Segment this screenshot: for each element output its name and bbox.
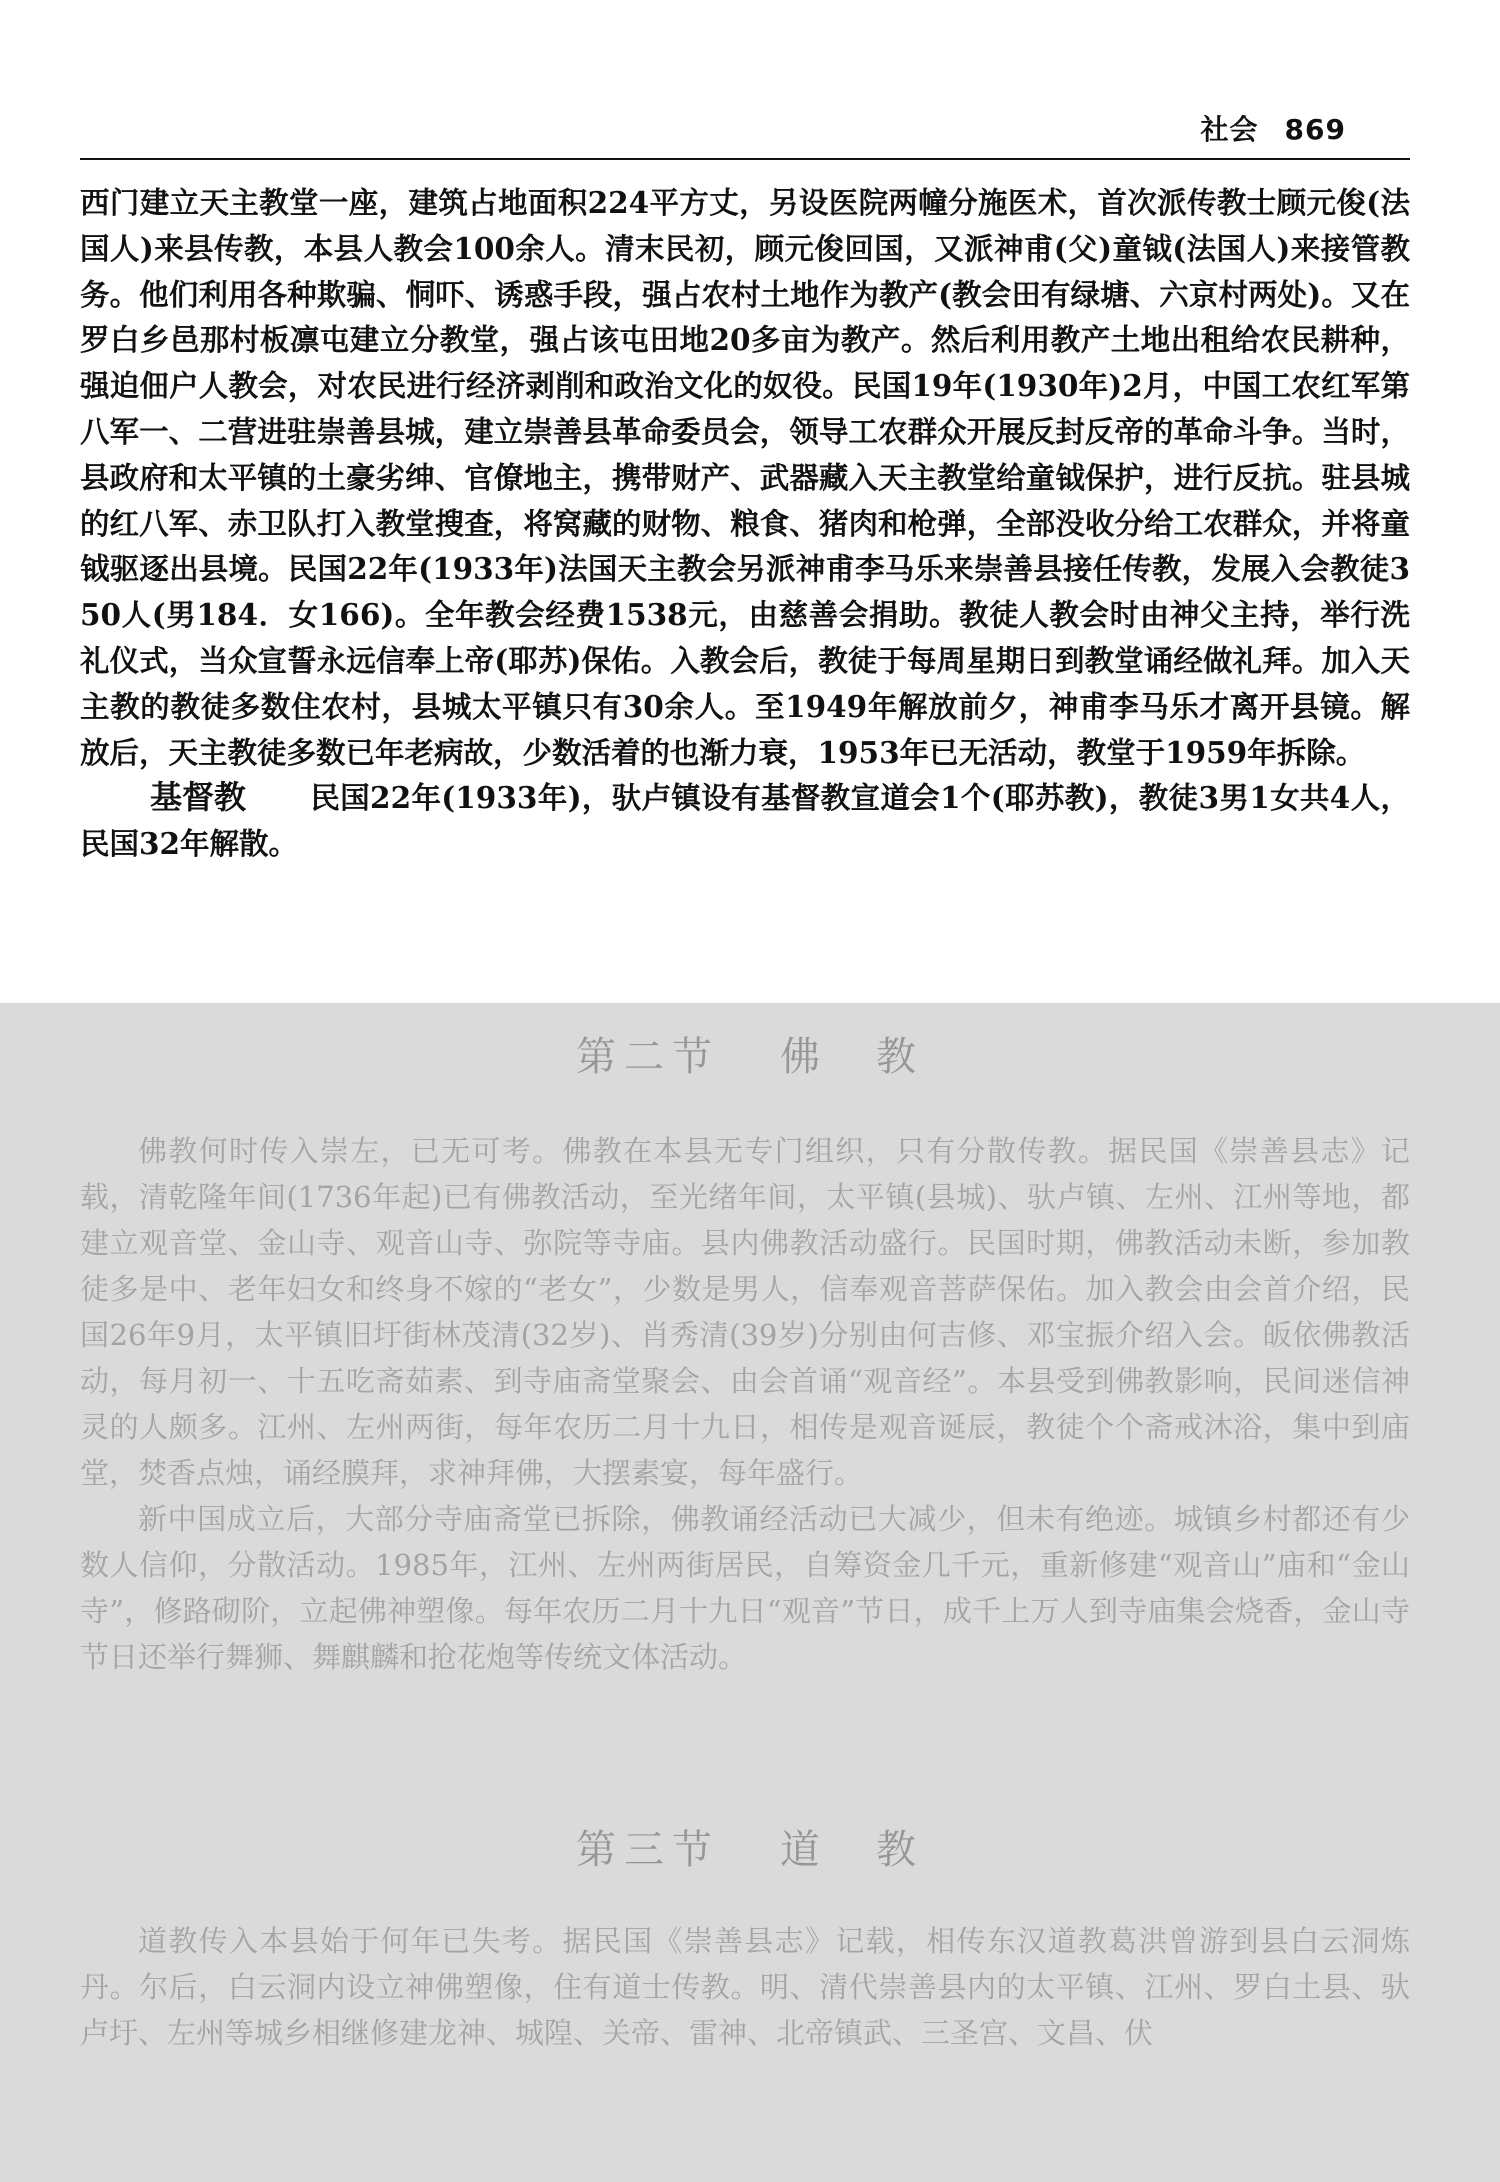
faded-region [0, 1003, 1500, 2182]
buddhism-section-title [0, 1025, 1500, 1082]
buddhism-section-number: 第二节 [576, 1034, 720, 1080]
taoism-section-number: 第三节 [576, 1827, 720, 1873]
taoism-paragraph-1: 道教传入本县始于何年已失考。据民国《崇善县志》记载，相传东汉道教葛洪曾游到县白云洞炼丹。尔后，白云洞内设立神佛塑像，住有道士传教。明、清代崇善县内的太平镇、江州、罗白土县、驮卢圩、左州等城乡相继修建龙神、城隍、关帝、雷神、北帝镇武、三圣宫、文昌、伏 [80, 1924, 1410, 2050]
protestant-term: 基督教 [150, 778, 247, 817]
christianity-section [80, 180, 1410, 867]
page-number: 869 [1284, 113, 1346, 146]
page-header [80, 108, 1410, 160]
catholic-paragraph: 西门建立天主教堂一座，建筑占地面积224平方丈，另设医院两幢分施医术，首次派传教士顾元俊(法国人)来县传教，本县人教会100余人。清末民初，顾元俊回国，又派神甫(父)童钺(法国人)来接管教务。他们利用各种欺骗、恫吓、诱惑手段，强占农村土地作为教产(教会田有绿塘、六京村两处)。又在罗白乡邑那村板凛屯建立分教堂，强占该屯田地20多亩为教产。然后利用教产土地出租给农民耕种，强迫佃户人教会，对农民进行经济剥削和政治文化的奴役。民国19年(1930年)2月，中国工农红军第八军一、二营进驻崇善县城，建立崇善县革命委员会，领导工农群众开展反封反帝的革命斗争。当时，县政府和太平镇的土豪劣绅、官僚地主，携带财产、武器藏入天主教堂给童钺保护，进行反抗。驻县城的红八军、赤卫队打入教堂搜查，将窝藏的财物、粮食、猪肉和枪弹，全部没收分给工农群众，并将童钺驱逐出县境。民国22年(1933年)法国天主教会另派神甫李马乐来崇善县接任传教，发展入会教徒350人(男184．女166)。全年教会经费1538元，由慈善会捐助。教徒人教会时由神父主持，举行洗礼仪式，当众宣誓永远信奉上帝(耶苏)保佑。入教会后，教徒于每周星期日到教堂诵经做礼拜。加入天主教的教徒多数住农村，县城太平镇只有30余人。至1949年解放前夕，神甫李马乐才离开县镜。解放后，天主教徒多数已年老病故，少数活着的也渐力衰，1953年已无活动，教堂于1959年拆除。 [80, 185, 1410, 770]
taoism-section-name: 道 教 [780, 1827, 924, 1873]
taoism-section-title [0, 1818, 1500, 1875]
buddhism-paragraph-2: 新中国成立后，大部分寺庙斋堂已拆除，佛教诵经活动已大减少，但未有绝迹。城镇乡村都还有少数人信仰，分散活动。1985年，江州、左州两街居民，自筹资金几千元，重新修建“观音山”庙和“金山寺”，修路砌阶，立起佛神塑像。每年农历二月十九日“观音”节日，成千上万人到寺庙集会烧香，金山寺节日还举行舞狮、舞麒麟和抢花炮等传统文体活动。 [80, 1502, 1410, 1674]
buddhism-section-name: 佛 教 [780, 1034, 924, 1080]
taoism-body [80, 1918, 1410, 2056]
buddhism-paragraph-1: 佛教何时传入崇左，已无可考。佛教在本县无专门组织，只有分散传教。据民国《崇善县志》记载，清乾隆年间(1736年起)已有佛教活动，至光绪年间，太平镇(县城)、驮卢镇、左州、江州等地，都建立观音堂、金山寺、观音山寺、弥院等寺庙。县内佛教活动盛行。民国时期，佛教活动未断，参加教徒多是中、老年妇女和终身不嫁的“老女”，少数是男人，信奉观音菩萨保佑。加入教会由会首介绍，民国26年9月，太平镇旧圩街林茂清(32岁)、肖秀清(39岁)分别由何吉修、邓宝振介绍入会。皈依佛教活动，每月初一、十五吃斋茹素、到寺庙斋堂聚会、由会首诵“观音经”。本县受到佛教影响，民间迷信神灵的人颇多。江州、左州两街，每年农历二月十九日，相传是观音诞辰，教徒个个斋戒沐浴，集中到庙堂，焚香点烛，诵经膜拜，求神拜佛，大摆素宴，每年盛行。 [80, 1134, 1410, 1490]
protestant-text: 民国22年(1933年)，驮卢镇设有基督教宣道会1个(耶苏教)，教徒3男1女共4人，民国32年解散。 [80, 780, 1410, 862]
protestant-paragraph [80, 775, 1410, 867]
buddhism-body [80, 1128, 1410, 1680]
running-head-section: 社会 [1200, 113, 1259, 146]
running-head [1201, 108, 1346, 148]
